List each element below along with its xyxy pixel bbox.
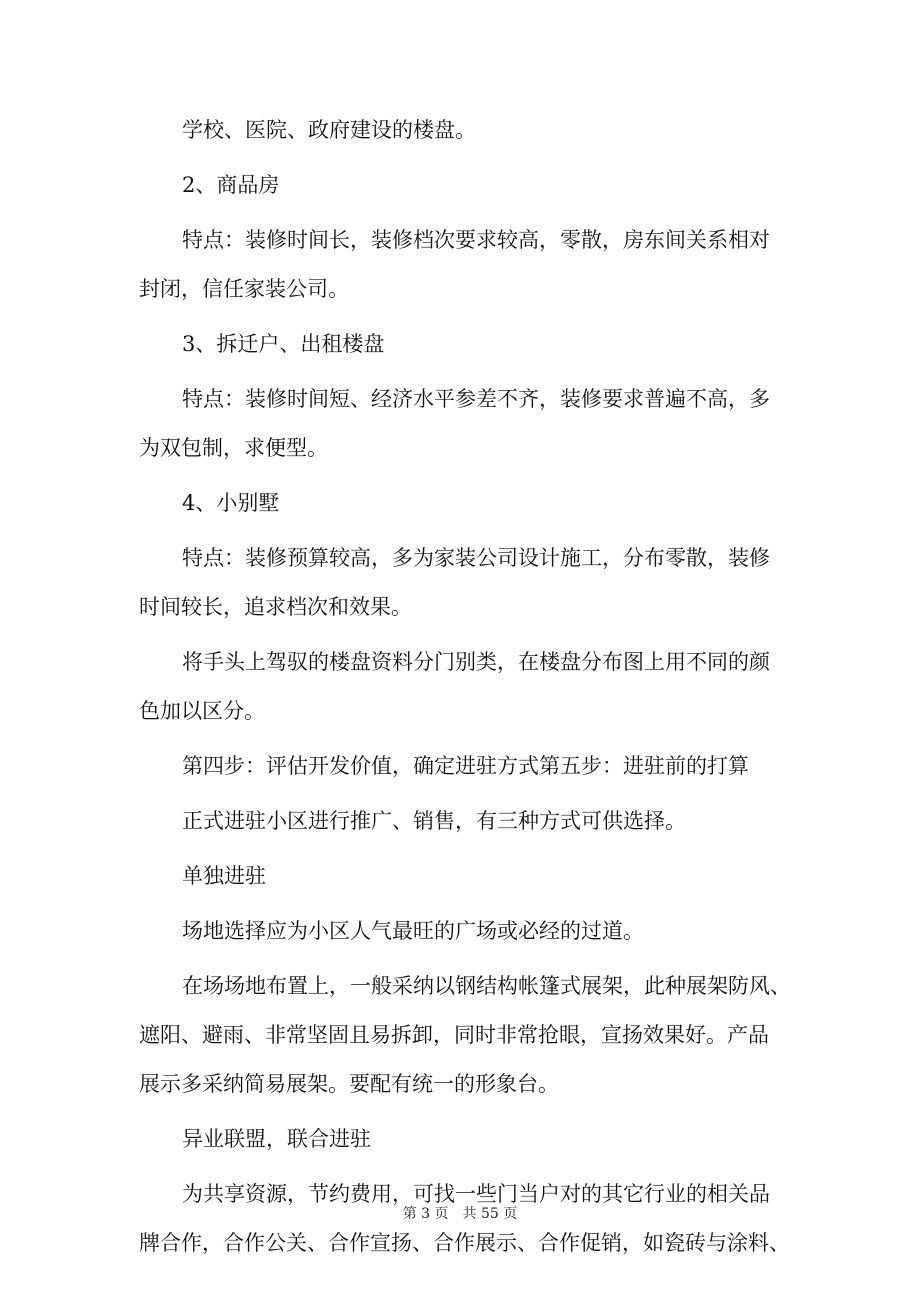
text-line: 封闭，信任家装公司。 — [139, 277, 349, 301]
text-line: 场地选择应为小区人气最旺的广场或必经的过道。 — [182, 919, 644, 943]
text-line: 时间较长，追求档次和效果。 — [139, 595, 412, 619]
text-line: 展示多采纳简易展架。要配有统一的形象台。 — [139, 1072, 559, 1096]
page-label-suffix: 页 — [503, 1206, 518, 1222]
total-pages: 55 — [481, 1206, 499, 1222]
section-heading: 单独进驻 — [182, 864, 266, 888]
text-line: 牌合作，合作公关、合作宣扬、合作展示、合作促销，如瓷砖与涂料、 — [139, 1231, 790, 1255]
text-line: 特点：装修预算较高，多为家装公司设计施工，分布零散，装修 — [182, 546, 770, 570]
page-number: 3 — [421, 1206, 431, 1222]
text-line: 第四步：评估开发价值，确定进驻方式第五步：进驻前的打算 — [182, 754, 749, 778]
document-body — [139, 115, 791, 1258]
page-footer — [0, 1204, 920, 1224]
text-line: 色加以区分。 — [139, 699, 265, 723]
section-heading: 2、商品房 — [182, 173, 280, 197]
text-line: 在场场地布置上，一般采纳以钢结构帐篷式展架，此种展架防风、 — [182, 974, 791, 998]
text-line: 正式进驻小区进行推广、销售，有三种方式可供选择。 — [182, 809, 686, 833]
page-label-mid: 页 共 — [434, 1206, 477, 1222]
text-line: 为共享资源，节约费用，可找一些门当户对的其它行业的相关品 — [182, 1182, 770, 1206]
text-line: 为双包制，求便型。 — [139, 436, 328, 460]
text-line: 遮阳、避雨、非常坚固且易拆卸，同时非常抢眼，宣扬效果好。产品 — [139, 1023, 769, 1047]
text-line: 特点：装修时间短、经济水平参差不齐，装修要求普遍不高，多 — [182, 387, 770, 411]
page-label-prefix: 第 — [402, 1206, 417, 1222]
text-line: 学校、医院、政府建设的楼盘。 — [182, 118, 476, 142]
text-line: 将手头上驾驭的楼盘资料分门别类，在楼盘分布图上用不同的颜 — [182, 650, 770, 674]
section-heading: 4、小别墅 — [182, 491, 280, 515]
section-heading: 异业联盟，联合进驻 — [182, 1127, 371, 1151]
text-line: 特点：装修时间长，装修档次要求较高，零散，房东间关系相对 — [182, 228, 770, 252]
section-heading: 3、拆迁户、出租楼盘 — [182, 332, 385, 356]
